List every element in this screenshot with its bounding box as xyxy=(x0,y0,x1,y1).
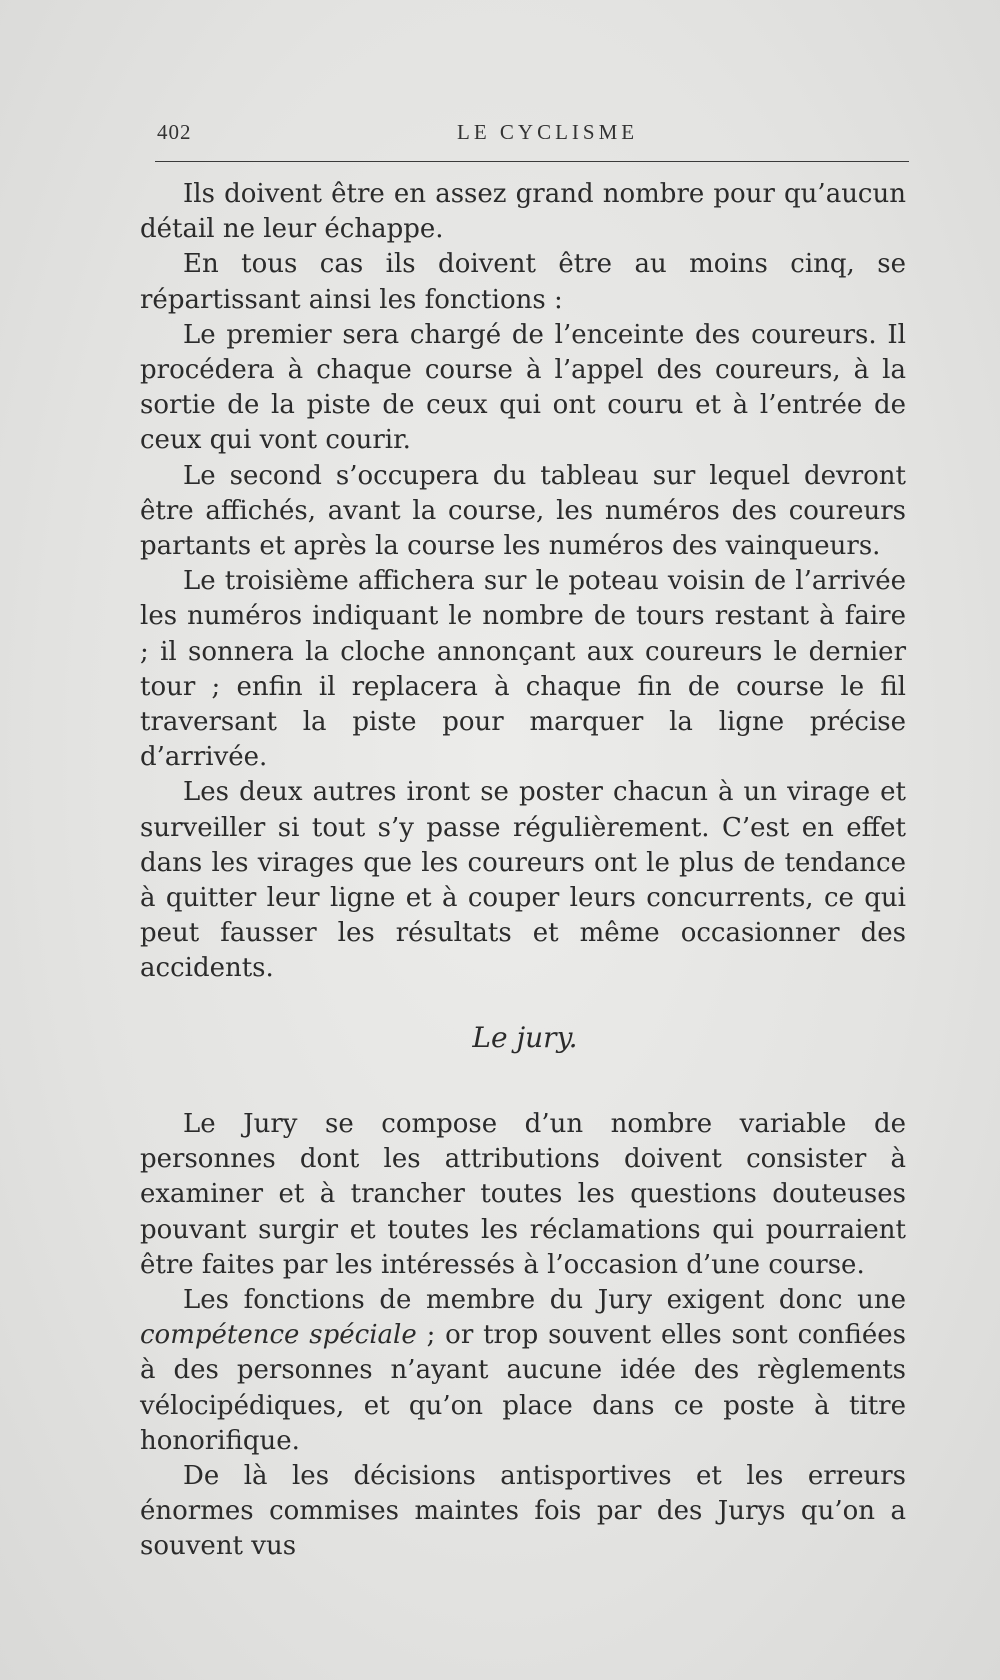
paragraph: Ils doivent être en assez grand nombre pour qu’aucun détail ne leur échappe. xyxy=(140,179,906,245)
paragraph: De là les décisions antisportives et les erreurs énormes commises maintes fois par des Jurys qu’on a souvent vus xyxy=(140,1461,906,1562)
page-number: 402 xyxy=(157,120,192,144)
paragraph: Le premier sera chargé de l’enceinte des coureurs. Il procédera à chaque course à l’appel des coureurs, à la sortie de la piste de ceux qui ont couru et à l’entrée de ceux qui vont courir. xyxy=(140,319,906,456)
paragraph: Le troisième affichera sur le poteau voisin de l’arrivée les numéros indiquant le nombre de tours restant à faire ; il sonnera la cloche annonçant aux coureurs le dernier tour ; enfin il replacera à chaque fin de course le fil traversant la piste pour marquer la ligne précise d’arrivée. xyxy=(140,566,906,773)
paragraph: En tous cas ils doivent être au moins cinq, se répartissant ainsi les fonctions : xyxy=(140,249,906,315)
running-title: LE CYCLISME xyxy=(457,120,639,144)
running-head xyxy=(157,118,909,148)
paragraph: Le second s’occupera du tableau sur lequel devront être affichés, avant la course, les numéros des coureurs partants et après la course les numéros des vainqueurs. xyxy=(140,460,906,562)
section-heading: Le jury. xyxy=(472,1021,578,1054)
body-text-lower xyxy=(140,1107,906,1565)
paragraph: Les deux autres iront se poster chacun à un virage et surveiller si tout s’y passe régulièrement. C’est en effet dans les virages que les coureurs ont le plus de tendance à quitter leur ligne et à couper leurs concurrents, ce qui peut fausser les résultats et même occasionner des accidents. xyxy=(140,777,906,984)
paragraph: Le Jury se compose d’un nombre variable de personnes dont les attributions doivent consister à examiner et à trancher toutes les questions douteuses pouvant surgir et toutes les réclamations qui pourraient être faites par les intéressés à l’occasion d’une course. xyxy=(140,1109,906,1280)
paragraph-text: Les fonctions de membre du Jury exigent donc une xyxy=(183,1285,906,1316)
header-rule xyxy=(155,161,909,162)
body-text-upper xyxy=(140,177,906,987)
paragraph-text: ; or trop souvent elles sont confiées à des personnes n’ayant aucune idée des règlements vélocipédiques, et qu’on place dans ce poste à titre honorifique. xyxy=(140,1320,906,1456)
emphasized-text: compétence spéciale xyxy=(140,1320,417,1351)
paragraph xyxy=(140,1283,906,1459)
